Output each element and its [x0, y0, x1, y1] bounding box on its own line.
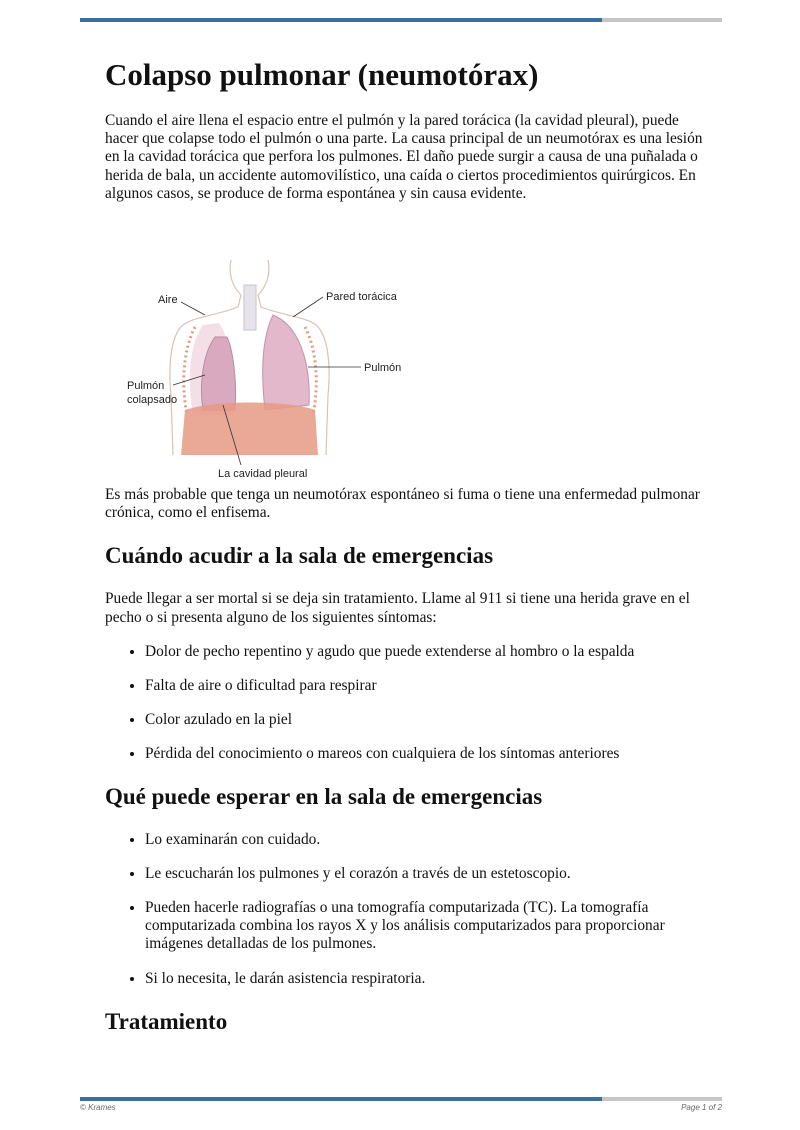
anatomy-diagram — [123, 255, 423, 485]
list-item: • Dolor de pecho repentino y agudo que puede extenderse al hombro o la espalda — [145, 643, 705, 661]
list-item: • Pérdida del conocimiento o mareos con cualquiera de los síntomas anteriores — [145, 745, 705, 763]
list-item: • Lo examinarán con cuidado. — [145, 831, 705, 849]
top-rule-gray — [602, 18, 722, 22]
bottom-rule — [80, 1097, 722, 1101]
top-rule — [80, 18, 722, 22]
leader-aire — [181, 302, 205, 315]
label-pared: Pared torácica — [326, 291, 397, 303]
section-heading-emergency: Cuándo acudir a la sala de emergencias — [105, 543, 494, 569]
list-item: • Si lo necesita, le darán asistencia respiratoria. — [145, 970, 705, 988]
label-aire: Aire — [158, 294, 178, 306]
diaphragm — [181, 403, 318, 456]
list-item: • Color azulado en la piel — [145, 711, 705, 729]
bottom-rule-gray — [602, 1097, 722, 1101]
expect-list — [105, 831, 705, 988]
section-heading-expect: Qué puede esperar en la sala de emergencias — [105, 783, 543, 809]
healthy-lung — [263, 315, 310, 410]
list-item: • Pueden hacerle radiografías o una tomografía computarizada (TC). La tomografía computarizada combina los rayos X y los análisis computarizados para proporcionar imágenes detalladas de los pulmones. — [145, 899, 705, 954]
risk-paragraph: Es más probable que tenga un neumotórax espontáneo si fuma o tiene una enfermedad pulmonar crónica, como el enfisema. — [105, 486, 700, 522]
page-title: Colapso pulmonar (neumotórax) — [105, 57, 539, 92]
label-colapsado-2: colapsado — [127, 394, 178, 406]
label-pulmon: Pulmón — [364, 362, 402, 374]
label-colapsado-1: Pulmón — [127, 380, 165, 392]
bottom-rule-blue — [80, 1097, 602, 1101]
trachea — [244, 285, 256, 330]
label-cavidad: La cavidad pleural — [218, 468, 308, 480]
intro-paragraph: Cuando el aire llena el espacio entre el pulmón y la pared torácica (la cavidad pleural), puede hacer que colapse todo el pulmón o una parte. La causa principal de un neumotórax es una lesión en la cavidad torácica que perfora los pulmones. El daño puede surgir a causa de una puñalada o herida de bala, un accidente automovilístico, una caída o ciertos procedimientos quirúrgicos. En algunos casos, se produce de forma espontánea y sin causa evidente. — [105, 112, 703, 202]
top-rule-blue — [80, 18, 602, 22]
footer-copyright: © Krames — [80, 1103, 116, 1112]
document-body — [105, 56, 705, 1036]
symptom-list — [105, 643, 705, 764]
emergency-paragraph: Puede llegar a ser mortal si se deja sin tratamiento. Llame al 911 si tiene una herida grave en el pecho o si presenta alguno de los siguientes síntomas: — [105, 590, 690, 626]
list-item: • Le escucharán los pulmones y el corazón a través de un estetoscopio. — [145, 865, 705, 883]
leader-pared — [293, 297, 323, 317]
footer-page-number: Page 1 of 2 — [681, 1103, 722, 1112]
list-item: • Falta de aire o dificultad para respirar — [145, 677, 705, 695]
pneumothorax-illustration — [123, 255, 423, 485]
section-heading-treatment: Tratamiento — [105, 1008, 228, 1034]
